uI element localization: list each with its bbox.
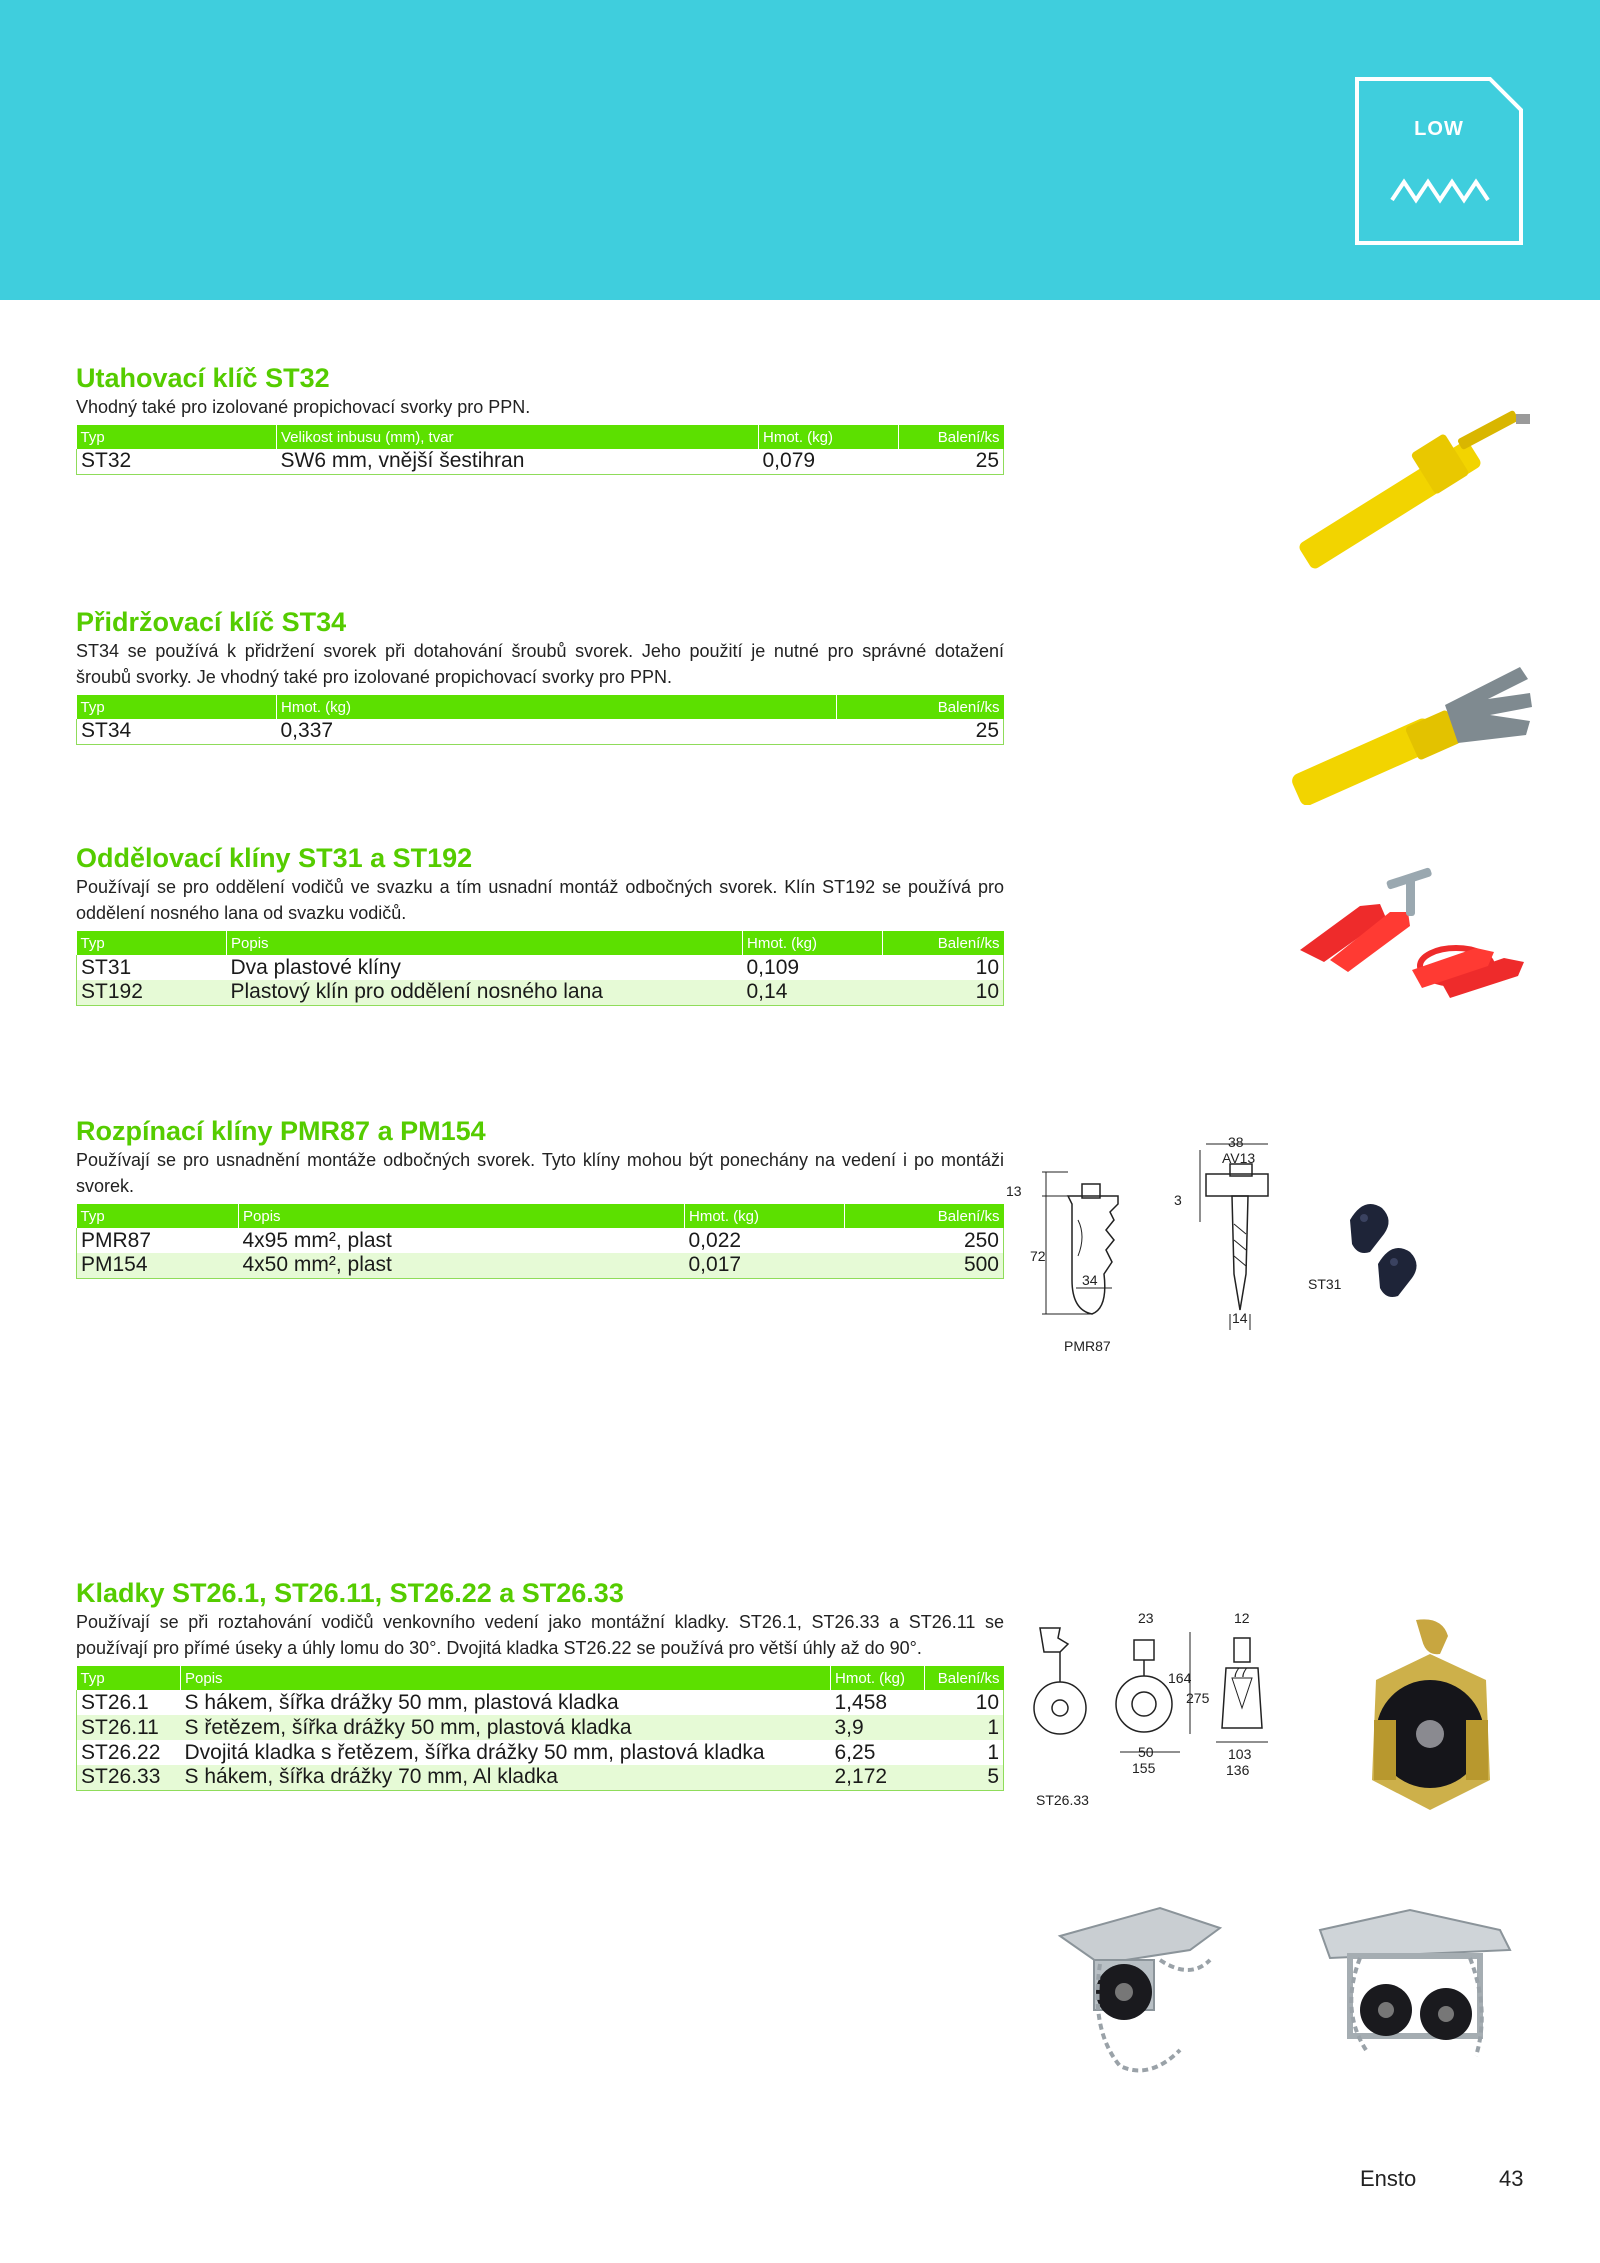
cell: 0,109: [746, 955, 800, 979]
col-header: Popis: [227, 931, 743, 955]
cell: 2,172: [834, 1765, 888, 1789]
cell: 6,25: [834, 1740, 876, 1764]
cell: S hákem, šířka drážky 70 mm, Al kladka: [184, 1765, 558, 1789]
cell: ST34: [81, 719, 132, 743]
spec-table: [76, 425, 1004, 475]
pulley-dim-164: 164: [1168, 1670, 1192, 1686]
section-description: Používají se pro oddělení vodičů ve svazku a tím usnadní montáž odbočných svorek. Klín ST192 se používá pro oddělení nosného lana od svazku vodičů.: [76, 877, 1004, 923]
footer-brand: Ensto: [1360, 2166, 1417, 2191]
section-description: Používají se při roztahování vodičů venkovního vedení jako montážní kladky. ST26.1, ST26.33 a ST26.11 se používají pro přímé úseky a úhly lomu do 30°. Dvojitá kladka ST26.22 se používá pro větší úhly až do 90°.: [76, 1612, 1004, 1658]
cell: 1: [987, 1715, 999, 1739]
st34-wrench-image: [1280, 645, 1540, 805]
cell: 25: [975, 719, 999, 743]
pulley-dim-103: 103: [1228, 1746, 1252, 1762]
cell: 0,079: [762, 449, 816, 473]
pmr87-label: PMR87: [1064, 1338, 1111, 1354]
col-header: Balení/ks: [899, 425, 1004, 449]
spec-table: [76, 931, 1004, 1006]
cell: ST26.22: [81, 1740, 161, 1764]
cell: 3,9: [834, 1715, 864, 1739]
table-row: [77, 1228, 1004, 1253]
cell: ST192: [81, 980, 143, 1004]
section-title: Rozpínací klíny PMR87 a PM154: [76, 1116, 486, 1146]
section-pmr87-pm154: [76, 1115, 1004, 1279]
pulley-dim-155: 155: [1132, 1760, 1156, 1776]
cell: 4x95 mm², plast: [242, 1228, 392, 1252]
cell: 1: [987, 1740, 999, 1764]
pulley-dim-12: 12: [1234, 1610, 1250, 1626]
section-title: Kladky ST26.1, ST26.11, ST26.22 a ST26.33: [76, 1578, 624, 1608]
st26-double-pulley-photo: [1300, 1880, 1530, 2080]
section-description: Vhodný také pro izolované propichovací svorky pro PPN.: [76, 397, 531, 417]
table-row: [77, 1690, 1004, 1715]
col-header: Popis: [239, 1204, 685, 1228]
table-row: [77, 955, 1004, 980]
cell: 10: [975, 980, 999, 1004]
table-row: [77, 1765, 1004, 1790]
cell: ST26.11: [81, 1715, 159, 1739]
col-header: Typ: [77, 1204, 239, 1228]
cell: ST26.33: [81, 1765, 161, 1789]
low-badge: [1354, 76, 1524, 246]
col-header: Typ: [77, 695, 277, 719]
cell: Dvojitá kladka s řetězem, šířka drážky 50 mm, plastová kladka: [184, 1740, 765, 1764]
cell: ST31: [81, 955, 132, 979]
st31-photo: [1330, 1190, 1450, 1320]
badge-frame: [1354, 76, 1524, 246]
pulley-dim-23: 23: [1138, 1610, 1154, 1626]
spec-table: [76, 1666, 1004, 1791]
col-header: Typ: [77, 425, 277, 449]
cell: 500: [963, 1253, 999, 1277]
section-title: Utahovací klíč ST32: [76, 363, 330, 393]
cell: S hákem, šířka drážky 50 mm, plastová kladka: [184, 1690, 619, 1714]
col-header: Balení/ks: [883, 931, 1004, 955]
cell: Dva plastové klíny: [230, 955, 401, 979]
pmr87-dim-72: 72: [1030, 1248, 1046, 1264]
cell: Plastový klín pro oddělení nosného lana: [230, 980, 603, 1004]
cell: PM154: [81, 1253, 148, 1277]
cell: 10: [975, 1690, 999, 1714]
cell: ST32: [81, 449, 132, 473]
badge-label: LOW: [1414, 118, 1464, 140]
pmr87-drawing: [1028, 1160, 1168, 1320]
wedge-dim-14: 14: [1232, 1310, 1248, 1326]
section-st31-st192: [76, 842, 1004, 1006]
wedge-dim-av13: AV13: [1222, 1150, 1256, 1166]
st31-label: ST31: [1308, 1276, 1342, 1292]
col-header: Hmot. (kg): [685, 1204, 845, 1228]
pulley-dim-136: 136: [1226, 1762, 1250, 1778]
pmr87-dim-34: 34: [1082, 1272, 1098, 1288]
section-st32: [76, 362, 1004, 475]
cell: 250: [963, 1228, 999, 1252]
col-header: Velikost inbusu (mm), tvar: [277, 425, 759, 449]
col-header: Balení/ks: [837, 695, 1004, 719]
section-title: Přidržovací klíč ST34: [76, 607, 347, 637]
page-number: 43: [1499, 2166, 1524, 2191]
table-row: [77, 1740, 1004, 1765]
table-row: [77, 449, 1004, 474]
st31-st192-wedges-image: [1290, 860, 1540, 1030]
cell: S řetězem, šířka drážky 50 mm, plastová kladka: [184, 1715, 632, 1739]
section-st26: [76, 1577, 1004, 1791]
cell: 25: [975, 449, 999, 473]
col-header: Hmot. (kg): [277, 695, 837, 719]
cell: 1,458: [834, 1690, 888, 1714]
cell: 0,017: [688, 1253, 742, 1277]
table-row: [77, 980, 1004, 1005]
col-header: Balení/ks: [845, 1204, 1004, 1228]
wedge-dim-38: 38: [1228, 1134, 1244, 1150]
table-row: [77, 1715, 1004, 1740]
cell: 0,337: [280, 719, 334, 743]
section-description: Používají se pro usnadnění montáže odbočných svorek. Tyto klíny mohou být ponechány na vedení i po montáži svorek.: [76, 1150, 1004, 1196]
cell: SW6 mm, vnější šestihran: [280, 449, 525, 473]
cell: 10: [975, 955, 999, 979]
cell: 0,14: [746, 980, 788, 1004]
col-header: Hmot. (kg): [831, 1666, 925, 1690]
col-header: Popis: [181, 1666, 831, 1690]
header-band: [0, 0, 1600, 300]
cell: 5: [987, 1765, 999, 1789]
col-header: Balení/ks: [925, 1666, 1004, 1690]
st2633-label: ST26.33: [1036, 1792, 1089, 1808]
pulley-dim-77: 77: [1232, 1664, 1248, 1680]
cell: ST26.1: [81, 1690, 149, 1714]
spec-table: [76, 695, 1004, 745]
wedge-dim-3: 3: [1174, 1192, 1182, 1208]
cell: 4x50 mm², plast: [242, 1253, 392, 1277]
section-st34: [76, 606, 1004, 745]
spec-table: [76, 1204, 1004, 1279]
wave-icon: [1392, 182, 1488, 200]
section-title: Oddělovací klíny ST31 a ST192: [76, 843, 473, 873]
col-header: Typ: [77, 931, 227, 955]
st32-wrench-image: [1270, 400, 1540, 580]
table-row: [77, 719, 1004, 744]
pulley-dim-275: 275: [1186, 1690, 1210, 1706]
table-row: [77, 1253, 1004, 1278]
col-header: Hmot. (kg): [759, 425, 899, 449]
col-header: Hmot. (kg): [743, 931, 883, 955]
col-header: Typ: [77, 1666, 181, 1690]
section-description: ST34 se používá k přidržení svorek při dotahování šroubů svorek. Jeho použití je nutné pro správné dotažení šroubů svorky. Je vhodný také pro izolované propichovací svorky pro PPN.: [76, 641, 1004, 687]
pulley-dim-50: 50: [1138, 1744, 1154, 1760]
st26-pulley-photo: [1330, 1610, 1530, 1830]
st26-chain-pulley-photo: [1040, 1880, 1250, 2080]
cell: 0,022: [688, 1228, 742, 1252]
pmr87-dim-13: 13: [1006, 1183, 1022, 1199]
cell: PMR87: [81, 1228, 152, 1252]
